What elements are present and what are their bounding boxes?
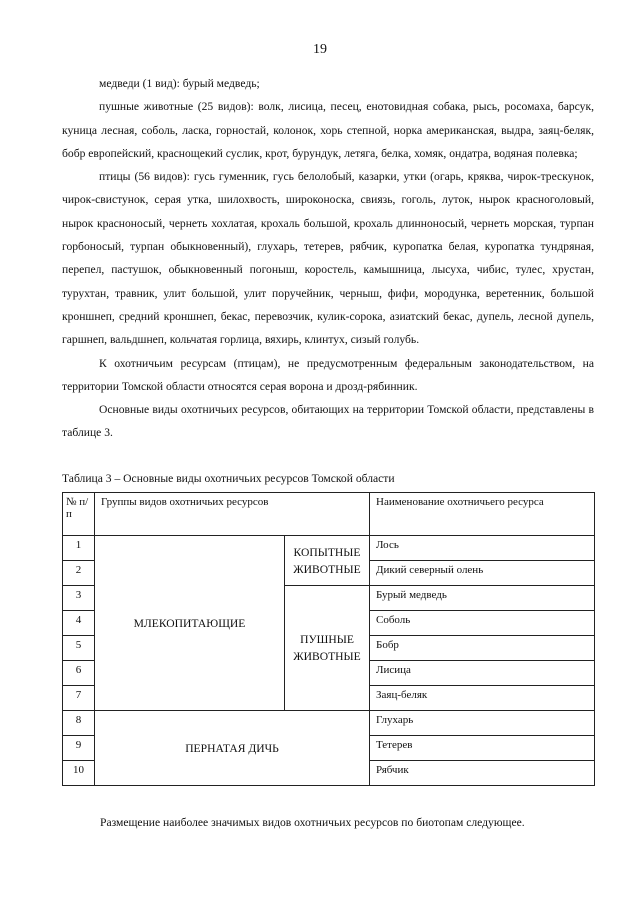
row-num: 7 xyxy=(63,686,95,711)
paragraph-other-resources: К охотничьим ресурсам (птицам), не предусмотренным федеральным законодательством, на территории Томской области относятся серая ворона и дрозд-рябинник. xyxy=(62,356,594,393)
resource-name: Лисица xyxy=(370,661,595,686)
resource-name: Заяц-беляк xyxy=(370,686,595,711)
row-num: 3 xyxy=(63,586,95,611)
table-caption: Таблица 3 – Основные виды охотничьих ресурсов Томской области xyxy=(62,472,395,485)
table-row xyxy=(63,711,595,736)
group-birds: ПЕРНАТАЯ ДИЧЬ xyxy=(95,711,370,786)
resource-name: Тетерев xyxy=(370,736,595,761)
row-num: 10 xyxy=(63,761,95,786)
resource-name: Соболь xyxy=(370,611,595,636)
resource-name: Бобр xyxy=(370,636,595,661)
row-num: 8 xyxy=(63,711,95,736)
header-num: № п/п xyxy=(63,493,95,536)
row-num: 1 xyxy=(63,536,95,561)
resource-name: Дикий северный олень xyxy=(370,561,595,586)
row-num: 5 xyxy=(63,636,95,661)
resource-name: Глухарь xyxy=(370,711,595,736)
paragraph-birds: птицы (56 видов): гусь гуменник, гусь белолобый, казарки, утки (огарь, кряква, чирок-трескунок, чирок-свистунок, серая утка, шилохвость, широконоска, свиязь, гоголь, луток, нырок красноголовый, нырок красноносый, чернеть хохлатая, крохаль большой, крохаль длинноносый, чернеть морская, турпан горбоносый, турпан обыкновенный), глухарь, тетерев, рябчик, куропатка белая, куропатка тундряная, перепел, пастушок, обыкновенный погоныш, коростель, камышница, лысуха, чибис, тулес, хрустан, турухтан, травник, улит большой, улит поручейник, черныш, фифи, мородунка, веретенник, большой кроншнеп, средний кроншнеп, бекас, перевозчик, кулик-сорока, азиатский бекас, дупель, лесной дупель, гаршнеп, вальдшнеп, кольчатая горлица, вяхирь, клинтух, сизый голубь. xyxy=(62,170,594,347)
paragraph-fur-animals: пушные животные (25 видов): волк, лисица, песец, енотовидная собака, рысь, росомаха, барсук, куница лесная, соболь, ласка, горностай, колонок, хорь степной, норка американская, выдра, заяц-беляк, бобр европейский, краснощекий суслик, крот, бурундук, летяга, белка, хомяк, ондатра, водяная полевка; xyxy=(62,100,594,160)
body-text xyxy=(62,72,594,445)
paragraph-table-intro: Основные виды охотничьих ресурсов, обитающих на территории Томской области, представлены в таблице 3. xyxy=(62,403,594,440)
hunting-resources-table xyxy=(62,492,595,786)
paragraph-bears: медведи (1 вид): бурый медведь; xyxy=(99,77,260,90)
row-num: 9 xyxy=(63,736,95,761)
group-mammals: МЛЕКОПИТАЮЩИЕ xyxy=(95,536,285,711)
row-num: 6 xyxy=(63,661,95,686)
table-row xyxy=(63,536,595,561)
header-name: Наименование охотничьего ресурса xyxy=(370,493,595,536)
page-number: 19 xyxy=(313,42,327,57)
table-header-row xyxy=(63,493,595,536)
subgroup-ungulates: КОПЫТНЫЕ ЖИВОТНЫЕ xyxy=(285,536,370,586)
row-num: 4 xyxy=(63,611,95,636)
resource-name: Рябчик xyxy=(370,761,595,786)
resource-name: Лось xyxy=(370,536,595,561)
closing-sentence: Размещение наиболее значимых видов охотничьих ресурсов по биотопам следующее. xyxy=(100,816,525,829)
subgroup-furbearing: ПУШНЫЕ ЖИВОТНЫЕ xyxy=(285,586,370,711)
header-groups: Группы видов охотничьих ресурсов xyxy=(95,493,370,536)
row-num: 2 xyxy=(63,561,95,586)
resource-name: Бурый медведь xyxy=(370,586,595,611)
